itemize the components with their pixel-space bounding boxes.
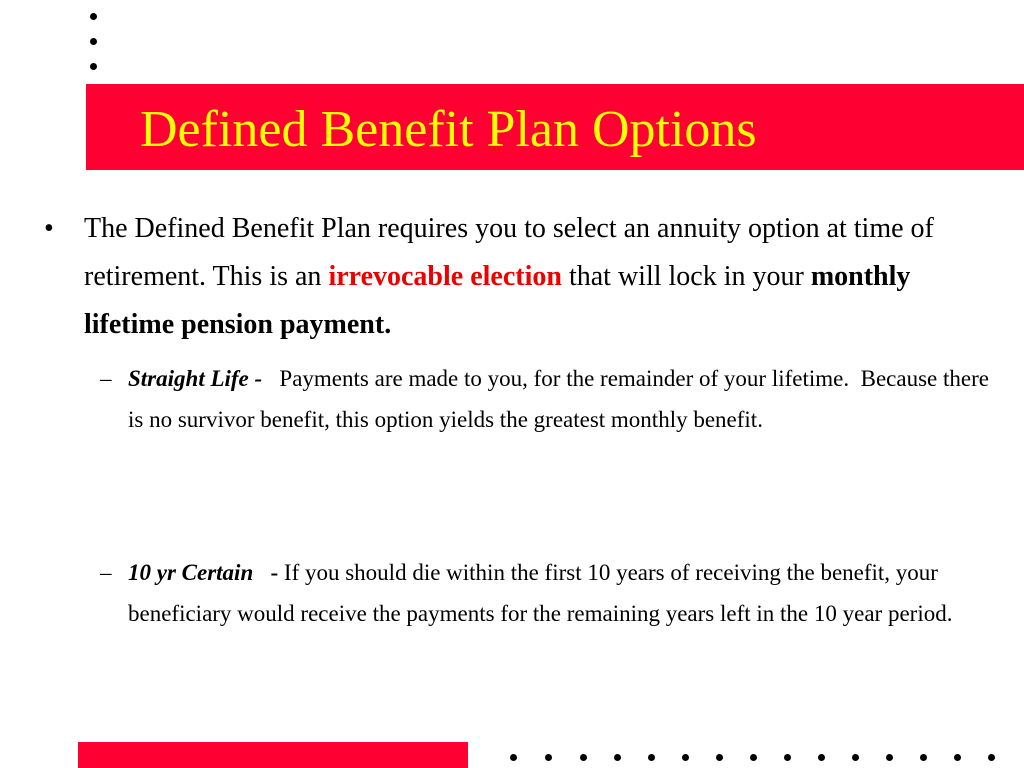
option-term: Straight Life -: [128, 366, 263, 391]
sub-bullet-marker: –: [100, 366, 112, 391]
decorative-dot: [852, 754, 859, 761]
decorative-dot: [818, 754, 825, 761]
decorative-dot: [716, 754, 723, 761]
decorative-dot: [648, 754, 655, 761]
decorative-dot: [886, 754, 893, 761]
bullet-marker: •: [44, 213, 54, 244]
sub-bullet-text: [128, 552, 990, 634]
decorative-dot: [90, 63, 97, 70]
sub-bullet-marker: –: [100, 560, 112, 585]
bullet-text-part-1: The Defined Benefit Plan requires you to select an annuity option at time of retirement. This is an: [84, 213, 934, 292]
decorative-dot: [580, 754, 587, 761]
decorative-dot: [510, 754, 517, 761]
decorative-dot: [90, 13, 97, 20]
decorative-dot: [920, 754, 927, 761]
bullet-text: [84, 205, 984, 349]
bottom-accent-bar: [78, 742, 468, 768]
sub-bullet-straight-life: [100, 358, 995, 440]
decorative-dot: [90, 38, 97, 45]
slide-title: Defined Benefit Plan Options: [140, 101, 757, 158]
decorative-dot: [988, 754, 995, 761]
sub-bullet-text: [128, 358, 995, 440]
main-bullet: [44, 205, 1004, 349]
option-term: 10 yr Certain: [128, 560, 254, 585]
sub-bullet-10-yr-certain: [100, 552, 990, 634]
decorative-dot: [614, 754, 621, 761]
option-separator: -: [253, 560, 279, 585]
irrevocable-election-emphasis: irrevocable election: [328, 261, 562, 292]
decorative-dot: [682, 754, 689, 761]
option-description: Payments are made to you, for the remainder of your lifetime. Because there is no survivor benefit, this option yields the greatest monthly benefit.: [128, 366, 995, 432]
monthly-payment-emphasis: monthly lifetime pension payment.: [84, 261, 911, 340]
decorative-dot: [954, 754, 961, 761]
decorative-dot: [545, 754, 552, 761]
option-description: If you should die within the first 10 years of receiving the benefit, your beneficiary would receive the payments for the remaining years left in the 10 year period.: [128, 560, 953, 626]
decorative-dot: [750, 754, 757, 761]
decorative-dot: [784, 754, 791, 761]
bullet-text-part-2: that will lock in your: [561, 261, 811, 292]
